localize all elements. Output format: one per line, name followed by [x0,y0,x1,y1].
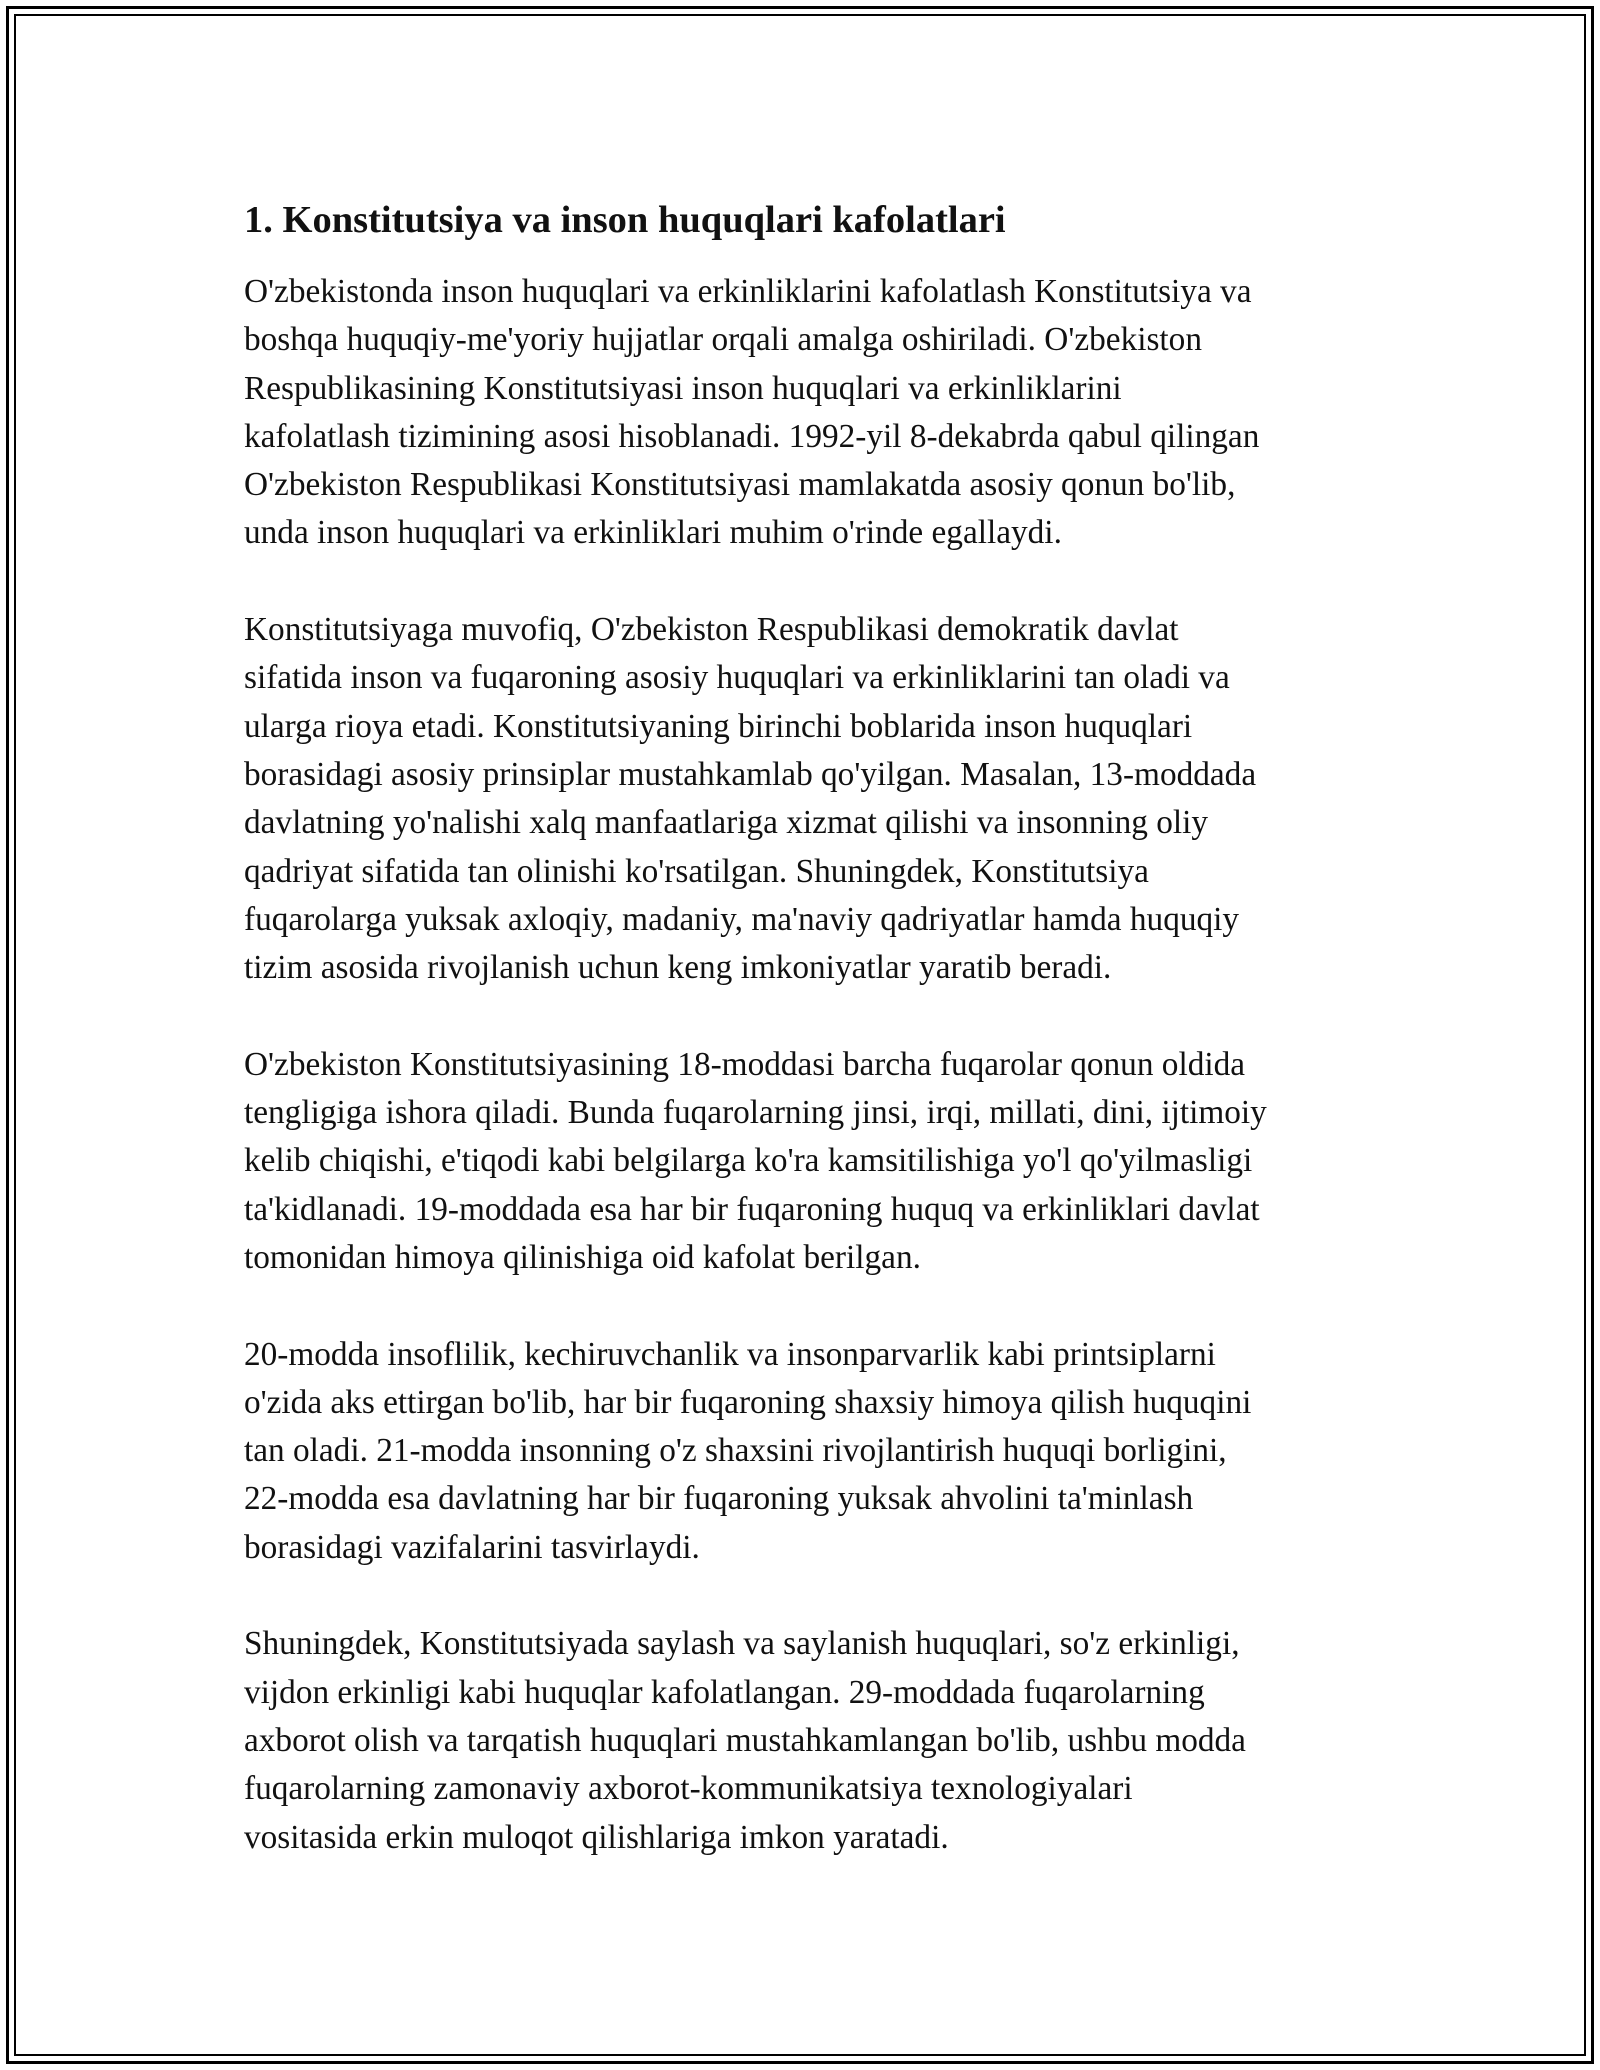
paragraph-line: tizim asosida rivojlanish uchun keng imkoniyatlar yaratib beradi. [244,949,1112,987]
document-body [244,194,1384,1910]
paragraph-line: davlatning yo'nalishi xalq manfaatlariga xizmat qilishi va insonning oliy [244,804,1209,842]
paragraph-line: fuqarolarga yuksak axloqiy, madaniy, ma'naviy qadriyatlar hamda huquqiy [244,900,1240,938]
paragraph-4 [244,1331,1384,1572]
paragraph-line: O'zbekistonda inson huquqlari va erkinliklarini kafolatlash Konstitutsiya va [244,273,1252,310]
paragraph-line: borasidagi asosiy prinsiplar mustahkamlab qo'yilgan. Masalan, 13-moddada [244,755,1257,793]
paragraph-line: tomonidan himoya qilinishiga oid kafolat berilgan. [244,1238,921,1276]
section-heading: 1. Konstitutsiya va inson huquqlari kafolatlari [244,199,1006,241]
paragraph-line: O'zbekiston Konstitutsiyasining 18-moddasi barcha fuqarolar qonun oldida [244,1045,1246,1083]
paragraph-line: ta'kidlanadi. 19-moddada esa har bir fuqaroning huquq va erkinliklari davlat [244,1190,1260,1228]
paragraph-line: unda inson huquqlari va erkinliklari muhim o'rinde egallaydi. [244,514,1062,552]
paragraph-line: o'zida aks ettirgan bo'lib, har bir fuqaroning shaxsiy himoya qilish huquqini [244,1383,1252,1421]
paragraph-2 [244,606,1384,992]
paragraph-line: Shuningdek, Konstitutsiyada saylash va saylanish huquqlari, so'z erkinligi, [244,1625,1240,1663]
paragraph-1 [244,268,1384,558]
paragraph-line: 20-modda insoflilik, kechiruvchanlik va insonparvarlik kabi printsiplarni [244,1335,1216,1373]
paragraph-line: fuqarolarning zamonaviy axborot-kommunikatsiya texnologiyalari [244,1770,1133,1808]
paragraphs-container [244,268,1384,1862]
paragraph-line: tengligiga ishora qiladi. Bunda fuqarolarning jinsi, irqi, millati, dini, ijtimoiy [244,1094,1267,1132]
paragraph-line: 22-modda esa davlatning har bir fuqaroning yuksak ahvolini ta'minlash [244,1480,1194,1518]
paragraph-line: boshqa huquqiy-me'yoriy hujjatlar orqali amalga oshiriladi. O'zbekiston [244,321,1202,359]
paragraph-line: kelib chiqishi, e'tiqodi kabi belgilarga ko'ra kamsitilishiga yo'l qo'yilmasligi [244,1142,1253,1180]
paragraph-line: axborot olish va tarqatish huquqlari mustahkamlangan bo'lib, ushbu modda [244,1721,1246,1759]
paragraph-line: ularga rioya etadi. Konstitutsiyaning birinchi boblarida inson huquqlari [244,707,1193,745]
paragraph-3 [244,1041,1384,1282]
paragraph-line: O'zbekiston Respublikasi Konstitutsiyasi mamlakatda asosiy qonun bo'lib, [244,466,1236,504]
page-frame [6,6,1594,2064]
paragraph-line: vijdon erkinligi kabi huquqlar kafolatlangan. 29-moddada fuqarolarning [244,1673,1205,1711]
paragraph-line: vositasida erkin muloqot qilishlariga imkon yaratadi. [244,1818,949,1856]
paragraph-line: qadriyat sifatida tan olinishi ko'rsatilgan. Shuningdek, Konstitutsiya [244,852,1149,890]
paragraph-line: Konstitutsiyaga muvofiq, O'zbekiston Respublikasi demokratik davlat [244,611,1179,649]
paragraph-line: tan oladi. 21-modda insonning o'z shaxsini rivojlantirish huquqi borligini, [244,1432,1227,1470]
paragraph-line: sifatida inson va fuqaroning asosiy huquqlari va erkinliklarini tan oladi va [244,659,1230,697]
paragraph-line: Respublikasining Konstitutsiyasi inson huquqlari va erkinliklarini [244,369,1122,407]
paragraph-5 [244,1620,1384,1861]
paragraph-line: kafolatlash tizimining asosi hisoblanadi. 1992-yil 8-dekabrda qabul qilingan [244,417,1260,455]
paragraph-line: borasidagi vazifalarini tasvirlaydi. [244,1528,700,1566]
